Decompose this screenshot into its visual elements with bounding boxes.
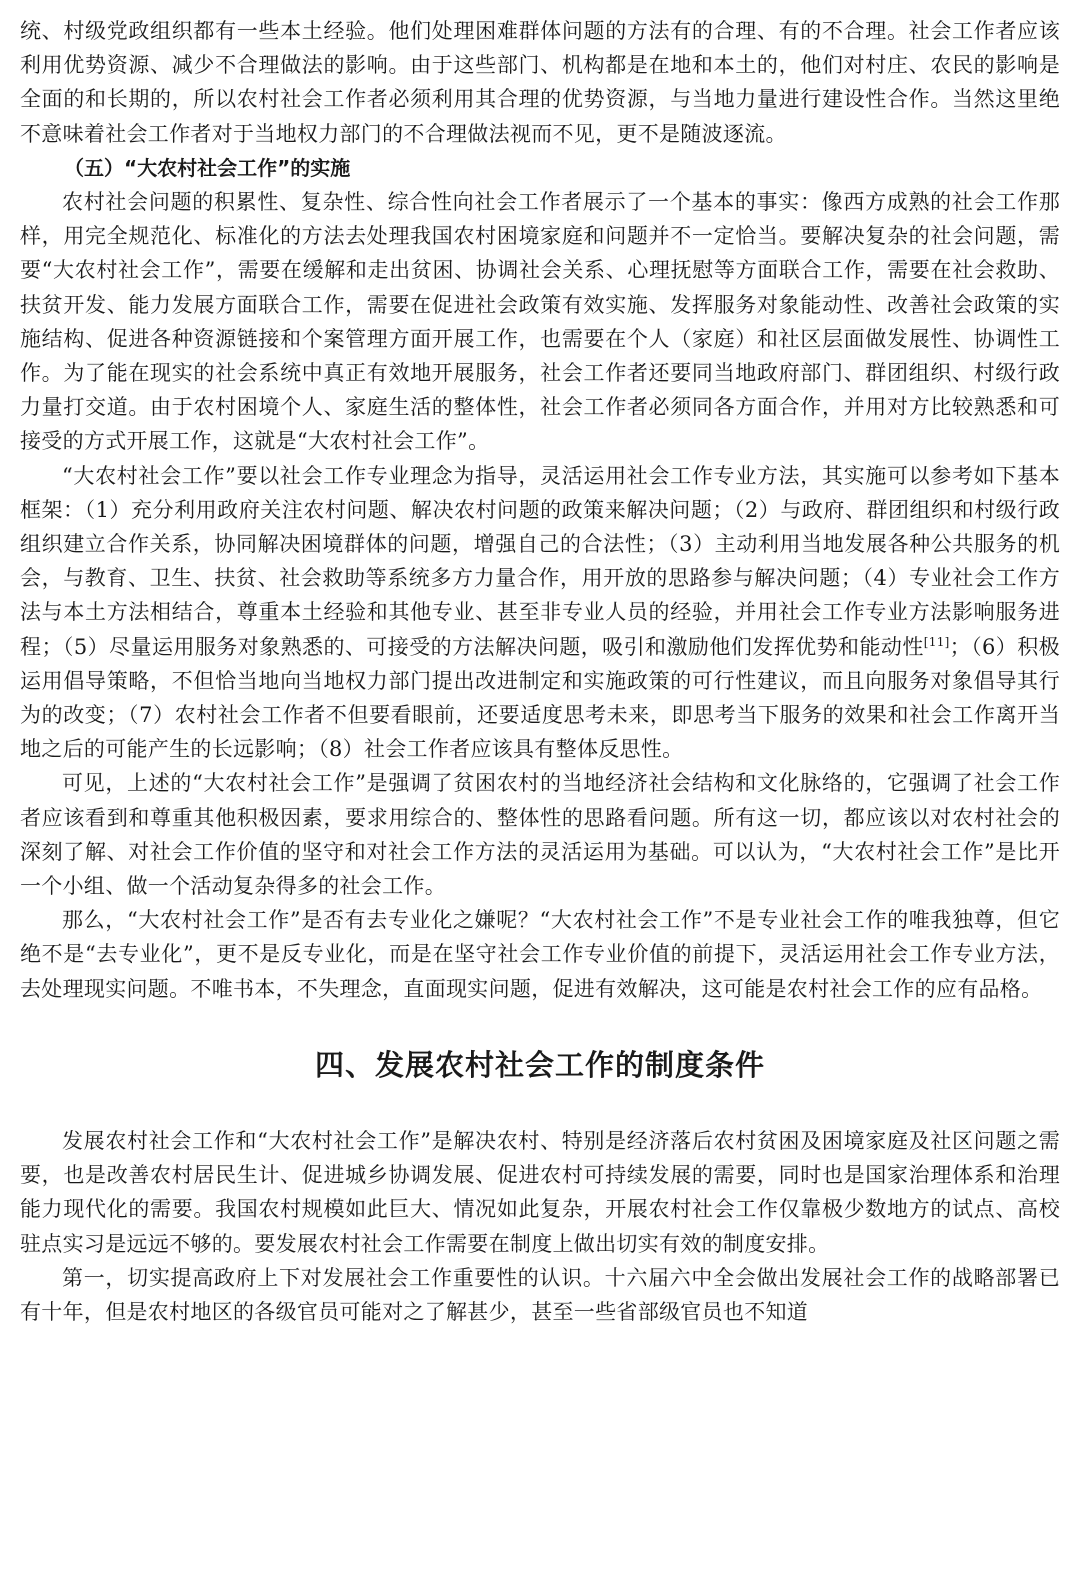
reference-marker: [11] <box>923 634 950 649</box>
paragraph-complexity: 农村社会问题的积累性、复杂性、综合性向社会工作者展示了一个基本的事实：像西方成熟的社会工作那样，用完全规范化、标准化的方法去处理我国农村困境家庭和问题并不一定恰当。要解决复杂的社会问题，需要“大农村社会工作”，需要在缓解和走出贫困、协调社会关系、心理抚慰等方面联合工作，需要在社会救助、扶贫开发、能力发展方面联合工作，需要在促进社会政策有效实施、发挥服务对象能动性、改善社会政策的实施结构、促进各种资源链接和个案管理方面开展工作，也需要在个人（家庭）和社区层面做发展性、协调性工作。为了能在现实的社会系统中真正有效地开展服务，社会工作者还要同当地政府部门、群团组织、村级行政力量打交道。由于农村困境个人、家庭生活的整体性，社会工作者必须同各方面合作，并用对方比较熟悉和可接受的方式开展工作，这就是“大农村社会工作”。 <box>20 190 1060 454</box>
paragraph-first-measure: 第一，切实提高政府上下对发展社会工作重要性的认识。十六届六中全会做出发展社会工作的战略部署已有十年，但是农村地区的各级官员可能对之了解甚少，甚至一些省部级官员也不知道 <box>20 1265 1060 1324</box>
framework-text-part-2: ；（6）积极运用倡导策略，不但恰当地向当地权力部门提出改进制定和实施政策的可行性建议，而且向服务对象倡导其行为的改变；（7）农村社会工作者不但要看眼前，还要适度思考未来，即思考当下服务的效果和社会工作离开当地之后的可能产生的长远影响；（8）社会工作者应该具有整体反思性。 <box>20 634 1060 762</box>
paragraph-summary: 可见，上述的“大农村社会工作”是强调了贫困农村的当地经济社会结构和文化脉络的，它强调了社会工作者应该看到和尊重其他积极因素，要求用综合的、整体性的思路看问题。所有这一切，都应该以对农村社会的深刻了解、对社会工作价值的坚守和对社会工作方法的灵活运用为基础。可以认为，“大农村社会工作”是比开一个小组、做一个活动复杂得多的社会工作。 <box>20 771 1060 899</box>
paragraph-professionalization: 那么，“大农村社会工作”是否有去专业化之嫌呢？“大农村社会工作”不是专业社会工作的唯我独尊，但它绝不是“去专业化”，更不是反专业化，而是在坚守社会工作专业价值的前提下，灵活运用社会工作专业方法，去处理现实问题。不唯书本，不失理念，直面现实问题，促进有效解决，这可能是农村社会工作的应有品格。 <box>20 908 1060 1001</box>
subheading-implementation: （五）“大农村社会工作”的实施 <box>64 155 351 180</box>
section-heading: 四、发展农村社会工作的制度条件 <box>314 1047 765 1082</box>
paragraph-framework <box>20 459 1060 767</box>
paragraph-continuation: 统、村级党政组织都有一些本土经验。他们处理困难群体问题的方法有的合理、有的不合理。社会工作者应该利用优势资源、减少不合理做法的影响。由于这些部门、机构都是在地和本土的，他们对村庄、农民的影响是全面的和长期的，所以农村社会工作者必须利用其合理的优势资源，与当地力量进行建设性合作。当然这里绝不意味着社会工作者对于当地权力部门的不合理做法视而不见，更不是随波逐流。 <box>20 19 1060 146</box>
paragraph-institutional-conditions: 发展农村社会工作和“大农村社会工作”是解决农村、特别是经济落后农村贫困及困境家庭及社区问题之需要，也是改善农村居民生计、促进城乡协调发展、促进农村可持续发展的需要，同时也是国家治理体系和治理能力现代化的需要。我国农村规模如此巨大、情况如此复杂，开展农村社会工作仅靠极少数地方的试点、高校驻点实习是远远不够的。要发展农村社会工作需要在制度上做出切实有效的制度安排。 <box>20 1128 1060 1256</box>
framework-text-part-1: “大农村社会工作”要以社会工作专业理念为指导，灵活运用社会工作专业方法，其实施可以参考如下基本框架：（1）充分利用政府关注农村问题、解决农村问题的政策来解决问题；（2）与政府、群团组织和村级行政组织建立合作关系，协同解决困境群体的问题，增强自己的合法性；（3）主动利用当地发展各种公共服务的机会，与教育、卫生、扶贫、社会救助等系统多方力量合作，用开放的思路参与解决问题；（4）专业社会工作方法与本土方法相结合，尊重本土经验和其他专业、甚至非专业人员的经验，并用社会工作专业方法影响服务进程；（5）尽量运用服务对象熟悉的、可接受的方法解决问题，吸引和激励他们发挥优势和能动性 <box>20 463 1060 659</box>
document-page <box>20 14 1060 1329</box>
